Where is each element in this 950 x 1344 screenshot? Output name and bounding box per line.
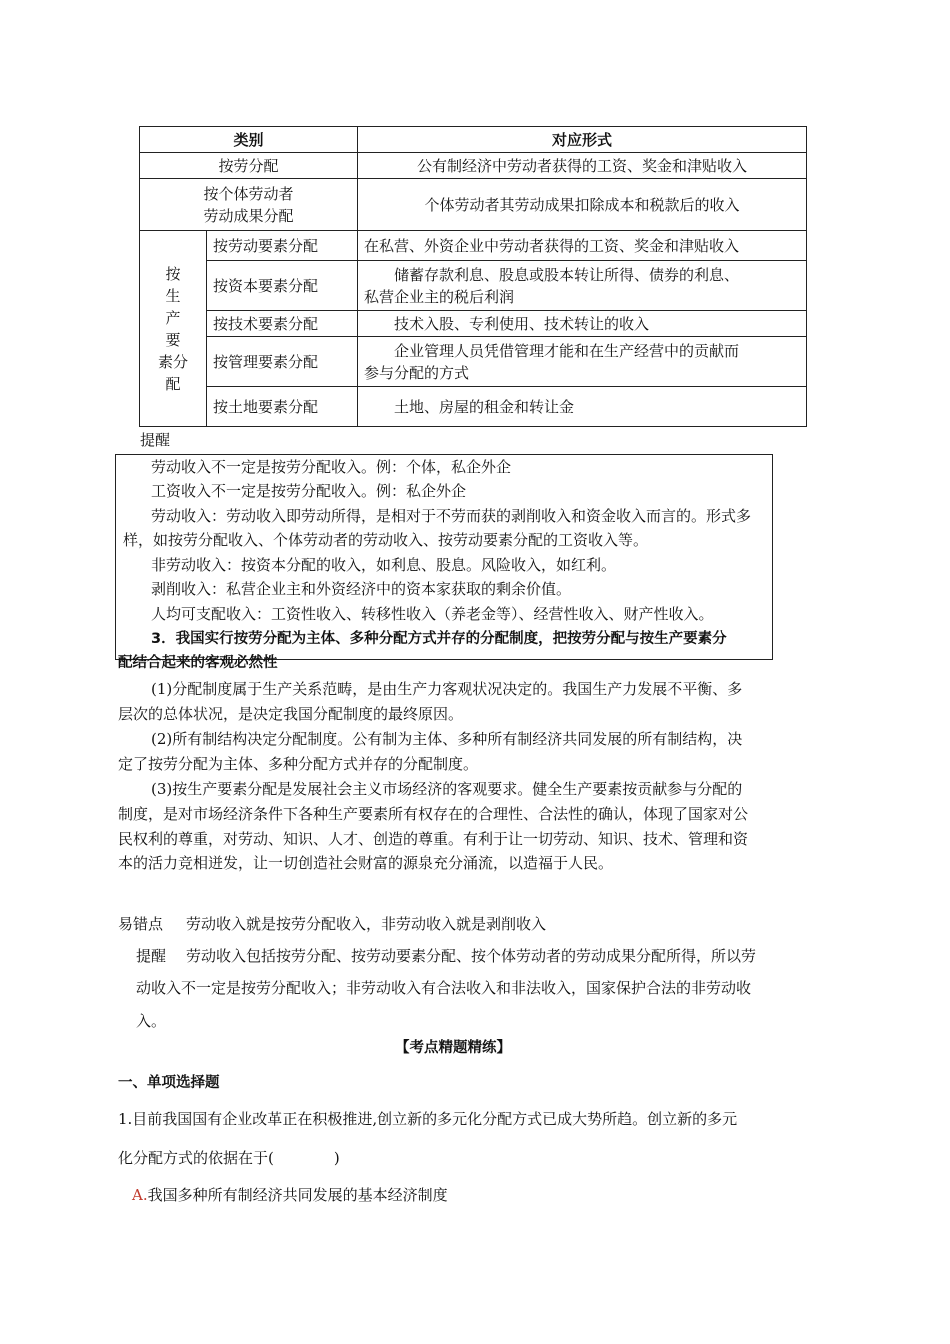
factor-label-char: 要 (165, 330, 181, 349)
option-a-text: 我国多种所有制经济共同发展的基本经济制度 (147, 1186, 448, 1204)
factor-form-capital-line2: 私营企业主的税后利润 (364, 287, 515, 306)
factor-label-char: 配 (165, 374, 181, 393)
header-form: 对应形式 (358, 127, 807, 153)
error-reminder-line2: 动收入不一定是按劳分配收入；非劳动收入有合法收入和非法收入，国家保护合法的非劳动收 (136, 979, 752, 997)
section3-p1-line1: (1)分配制度属于生产关系范畴，是由生产力客观状况决定的。我国生产力发展不平衡、多 (151, 680, 743, 698)
factor-form-management-line2: 参与分配的方式 (364, 363, 470, 382)
row-individual-category-line2: 劳动成果分配 (203, 206, 294, 225)
factor-form-labor: 在私营、外资企业中劳动者获得的工资、奖金和津贴收入 (358, 231, 807, 261)
factor-group-label (140, 231, 207, 427)
factor-form-capital-line1: 储蓄存款利息、股息或股本转让所得、债券的利息、 (394, 265, 740, 284)
option-a-letter: A. (132, 1186, 148, 1204)
factor-form-land-line1: 土地、房屋的租金和转让金 (394, 397, 575, 416)
reminder-line-4: 样，如按劳分配收入、个体劳动者的劳动收入、按劳动要素分配的工资收入等。 (123, 531, 649, 549)
question-1-line2: 化分配方式的依据在于( ) (118, 1149, 340, 1167)
factor-label-char: 产 (165, 308, 181, 327)
factor-form-land (358, 387, 807, 427)
error-reminder-line3: 入。 (136, 1012, 167, 1030)
question-1-line1: 1.目前我国国有企业改革正在积极推进,创立新的多元化分配方式已成大势所趋。创立新的多元 (118, 1110, 738, 1128)
factor-sub-management: 按管理要素分配 (207, 337, 358, 387)
section3-p3-line3: 民权利的尊重，对劳动、知识、人才、创造的尊重。有利于让一切劳动、知识、技术、管理和资 (118, 830, 749, 848)
section3-p2-line1: (2)所有制结构决定分配制度。公有制为主体、多种所有制经济共同发展的所有制结构，决 (151, 730, 743, 748)
row-labor-form: 公有制经济中劳动者获得的工资、奖金和津贴收入 (358, 153, 807, 179)
section3-p3-line1: (3)按生产要素分配是发展社会主义市场经济的客观要求。健全生产要素按贡献参与分配的 (151, 780, 743, 798)
error-point-text: 劳动收入就是按劳分配收入，非劳动收入就是剥削收入 (186, 915, 547, 933)
reminder-line-5: 非劳动收入：按资本分配的收入，如利息、股息。风险收入，如红利。 (151, 556, 617, 574)
row-individual-category (140, 179, 358, 231)
reminder-line-6: 剥削收入：私营企业主和外资经济中的资本家获取的剩余价值。 (151, 580, 572, 598)
factor-sub-technology: 按技术要素分配 (207, 311, 358, 337)
row-labor-category: 按劳分配 (140, 153, 358, 179)
factor-form-technology (358, 311, 807, 337)
factor-sub-capital: 按资本要素分配 (207, 261, 358, 311)
factor-form-management (358, 337, 807, 387)
reminder-label: 提醒 (140, 431, 171, 449)
error-reminder-label: 提醒 (136, 947, 167, 965)
section3-title-line1: 3．我国实行按劳分配为主体、多种分配方式并存的分配制度，把按劳分配与按生产要素分 (151, 631, 727, 647)
factor-form-management-line1: 企业管理人员凭借管理才能和在生产经营中的贡献而 (394, 341, 740, 360)
section3-title-line2: 配结合起来的客观必然性 (118, 655, 278, 671)
section3-p2-line2: 定了按劳分配为主体、多种分配方式并存的分配制度。 (118, 755, 479, 773)
factor-sub-land: 按土地要素分配 (207, 387, 358, 427)
section3-p3-line4: 本的活力竞相迸发，让一切创造社会财富的源泉充分涌流，以造福于人民。 (118, 854, 614, 872)
factor-label-char: 生 (165, 286, 181, 305)
header-category: 类别 (140, 127, 358, 153)
option-a (132, 1184, 448, 1206)
reminder-line-2: 工资收入不一定是按劳分配收入。例：私企外企 (151, 482, 467, 500)
section3-p1-line2: 层次的总体状况，是决定我国分配制度的最终原因。 (118, 705, 464, 723)
factor-form-technology-line1: 技术入股、专利使用、技术转让的收入 (394, 314, 650, 333)
row-individual-category-line1: 按个体劳动者 (203, 184, 294, 203)
factor-label-char: 按 (165, 264, 181, 283)
distribution-table (139, 126, 807, 427)
reminder-line-3: 劳动收入：劳动收入即劳动所得，是相对于不劳而获的剥削收入和资金收入而言的。形式多 (151, 507, 752, 525)
reminder-line-1: 劳动收入不一定是按劳分配收入。例：个体，私企外企 (151, 458, 512, 476)
factor-form-capital (358, 261, 807, 311)
factor-label-char: 素分 (157, 352, 188, 371)
error-point-label: 易错点 (118, 915, 164, 933)
section3-p3-line2: 制度，是对市场经济条件下各种生产要素所有权存在的合理性、合法性的确认，体现了国家对公 (118, 805, 749, 823)
factor-sub-labor: 按劳动要素分配 (207, 231, 358, 261)
row-individual-form: 个体劳动者其劳动成果扣除成本和税款后的收入 (358, 179, 807, 231)
practice-section-title: 一、单项选择题 (118, 1075, 220, 1091)
practice-heading: 【考点精题精练】 (395, 1040, 511, 1056)
reminder-line-7: 人均可支配收入：工资性收入、转移性收入（养老金等）、经营性收入、财产性收入。 (151, 605, 714, 623)
error-reminder-line1: 劳动收入包括按劳分配、按劳动要素分配、按个体劳动者的劳动成果分配所得，所以劳 (186, 947, 757, 965)
